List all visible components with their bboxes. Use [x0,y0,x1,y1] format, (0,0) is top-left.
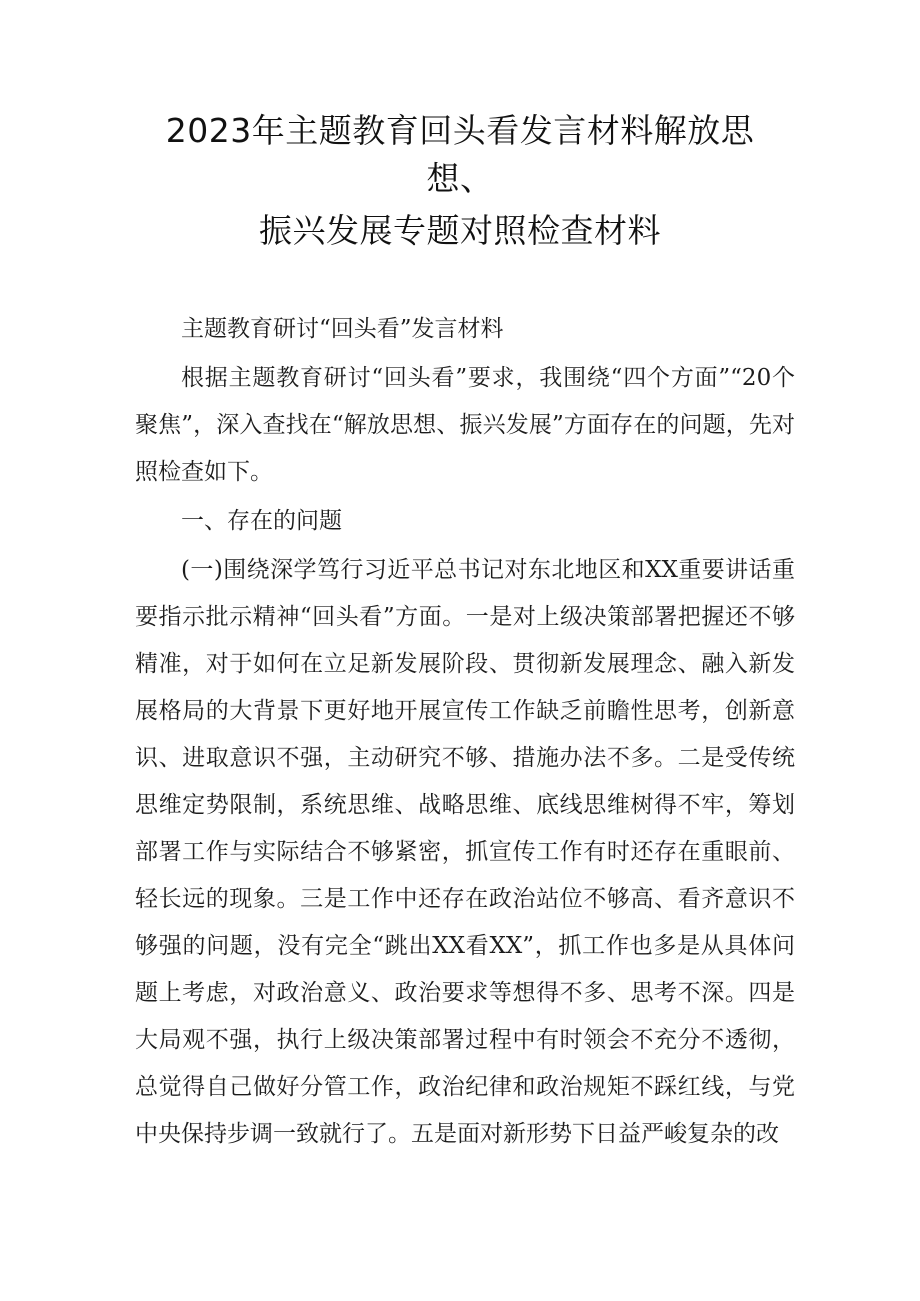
section-heading: 一、存在的问题 [181,508,342,534]
intro-paragraph: 根据主题教育研讨“回头看”要求，我围绕“四个方面”“20个聚焦”，深入查找在“解放思想、振兴发展”方面存在的问题，先对照检查如下。 [135,365,795,485]
subtitle-paragraph: 主题教育研讨“回头看”发言材料 [181,316,504,342]
title-line-2: 想、 [426,159,494,198]
body-paragraph: (一)围绕深学笃行习近平总书记对东北地区和XX重要讲话重要指示批示精神“回头看”方面。一是对上级决策部署把握还不够精准，对于如何在立足新发展阶段、贯彻新发展理念、融入新发展格局的大背景下更好地开展宣传工作缺乏前瞻性思考，创新意识、进取意识不强，主动研究不够、措施办法不多。二是受传统思维定势限制，系统思维、战略思维、底线思维树得不牢，筹划部署工作与实际结合不够紧密，抓宣传工作有时还存在重眼前、轻长远的现象。三是工作中还存在政治站位不够高、看齐意识不够强的问题，没有完全“跳出XX看XX”，抓工作也多是从具体问题上考虑，对政治意义、政治要求等想得不多、思考不深。四是大局观不强，执行上级决策部署过程中有时领会不充分不透彻，总觉得自己做好分管工作，政治纪律和政治规矩不踩红线，与党中央保持步调一致就行了。五是面对新形势下日益严峻复杂的改 [135,557,795,1147]
title-line-3: 振兴发展专题对照检查材料 [259,211,661,250]
title-line-1: 2023年主题教育回头看发言材料解放思 [165,111,755,150]
document-title [0,108,920,254]
document-body [135,306,795,1158]
